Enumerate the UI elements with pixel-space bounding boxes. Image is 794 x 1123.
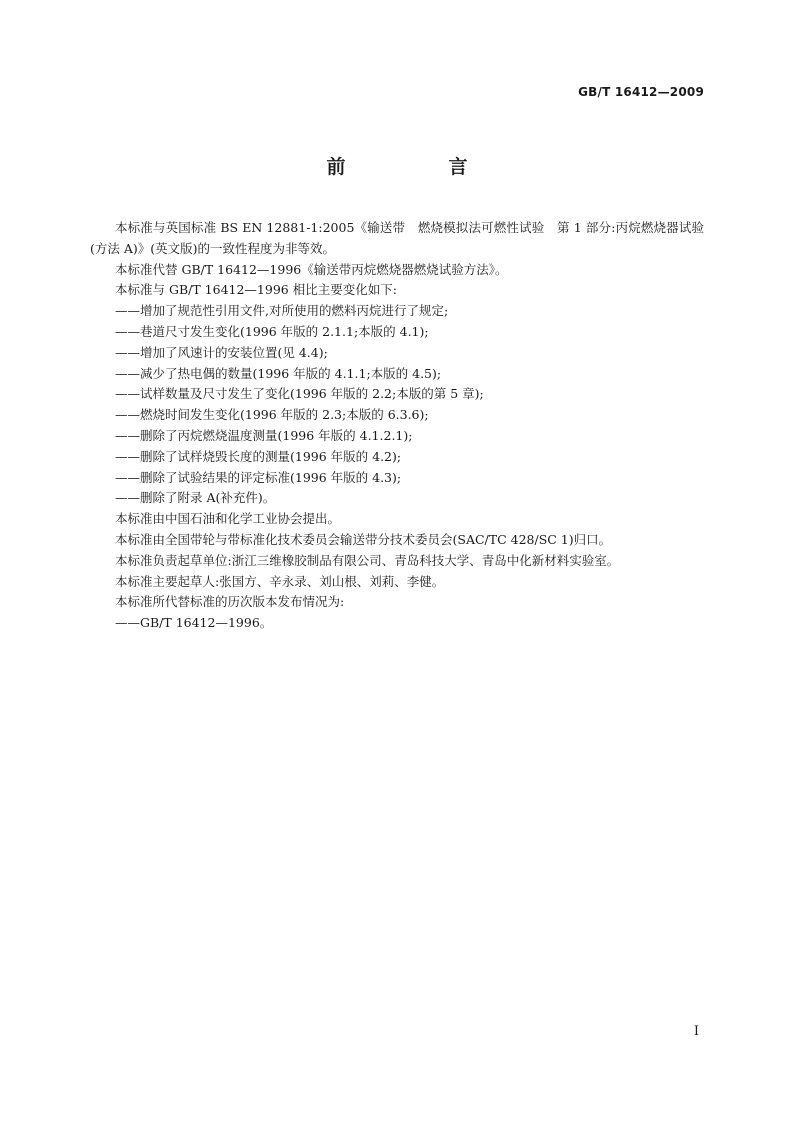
foreword-body <box>90 218 704 634</box>
change-item: ——减少了热电偶的数量(1996 年版的 4.1.1;本版的 4.5); <box>115 365 442 381</box>
change-item: ——删除了试样烧毁长度的测量(1996 年版的 4.2); <box>115 448 402 464</box>
paragraph-equivalence: 本标准与英国标准 BS EN 12881-1:2005《输送带 燃烧模拟法可燃性试验 第 1 部分:丙烷燃烧器试验(方法 A)》(英文版)的一致性程度为非等效。 <box>90 220 704 256</box>
paragraph-committee: 本标准由全国带轮与带标准化技术委员会输送带分技术委员会(SAC/TC 428/SC 1)归口。 <box>115 531 612 547</box>
change-item: ——试样数量及尺寸发生了变化(1996 年版的 2.2;本版的第 5 章); <box>115 386 484 402</box>
history-item: ——GB/T 16412—1996。 <box>115 615 273 631</box>
standard-code: GB/T 16412—2009 <box>578 85 704 99</box>
paragraph-history-intro: 本标准所代替标准的历次版本发布情况为: <box>115 594 345 610</box>
page-number: I <box>693 1024 699 1039</box>
change-item: ——增加了规范性引用文件,对所使用的燃料丙烷进行了规定; <box>115 303 449 319</box>
change-item: ——删除了丙烷燃烧温度测量(1996 年版的 4.1.2.1); <box>115 427 413 443</box>
change-item: ——燃烧时间发生变化(1996 年版的 2.3;本版的 6.3.6); <box>115 407 429 423</box>
change-item: ——增加了风速计的安装位置(见 4.4); <box>115 344 328 360</box>
paragraph-proposer: 本标准由中国石油和化学工业协会提出。 <box>115 511 341 527</box>
change-item: ——删除了试验结果的评定标准(1996 年版的 4.3); <box>115 469 402 485</box>
change-item: ——巷道尺寸发生变化(1996 年版的 2.1.1;本版的 4.1); <box>115 323 429 339</box>
paragraph-drafting-units: 本标准负责起草单位:浙江三维橡胶制品有限公司、青岛科技大学、青岛中化新材料实验室。 <box>115 552 620 568</box>
change-item: ——删除了附录 A(补充件)。 <box>115 490 276 506</box>
page-title: 前 言 <box>326 156 510 178</box>
paragraph-replaces: 本标准代替 GB/T 16412—1996《输送带丙烷燃烧器燃烧试验方法》。 <box>115 261 508 277</box>
paragraph-drafters: 本标准主要起草人:张国方、辛永录、刘山根、刘莉、李健。 <box>115 573 445 589</box>
paragraph-changes-intro: 本标准与 GB/T 16412—1996 相比主要变化如下: <box>115 282 397 298</box>
